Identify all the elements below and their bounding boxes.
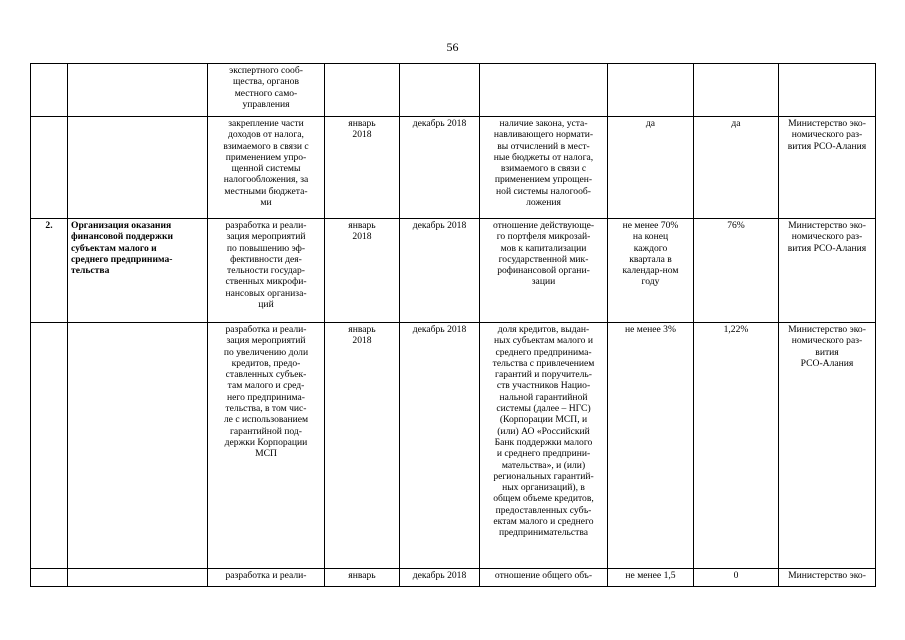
responsible-cell: Министерство эко- [779, 569, 876, 587]
table-row [31, 323, 876, 569]
actual-value-cell: да [694, 117, 779, 219]
end-date-cell [400, 64, 480, 117]
actual-value-cell: 0 [694, 569, 779, 587]
actual-value-cell: 1,22% [694, 323, 779, 569]
target-value-cell: не менее 1,5 [608, 569, 694, 587]
measures-table [30, 63, 876, 587]
target-value-cell [608, 64, 694, 117]
table-row [31, 219, 876, 323]
activity-cell: закрепление части доходов от налога, взимаемого в связи с применением упро- щенной системы налогообложения, за местными бюджета- ми [208, 117, 325, 219]
end-date-cell: декабрь 2018 [400, 117, 480, 219]
actual-value-cell: 76% [694, 219, 779, 323]
page-number: 56 [446, 40, 459, 54]
task-cell: Организация оказания финансовой поддержки субъектам малого и среднего предпринима- тельства [68, 219, 208, 323]
activity-cell: разработка и реали- зация мероприятий по увеличению доли кредитов, предо- ставленных субъек- там малого и сред- него предпринима- тельства, в том чис- ле с использованием гарантийной под- держки Корпорации МСП [208, 323, 325, 569]
indicator-cell [480, 64, 608, 117]
end-date-cell: декабрь 2018 [400, 219, 480, 323]
start-date-cell: январь 2018 [325, 117, 400, 219]
end-date-cell: декабрь 2018 [400, 323, 480, 569]
activity-cell: экспертного сооб- щества, органов местного само- управления [208, 64, 325, 117]
responsible-cell: Министерство эко- номического раз- вития РСО-Алания [779, 323, 876, 569]
target-value-cell: не менее 3% [608, 323, 694, 569]
activity-cell: разработка и реали- зация мероприятий по повышению эф- фективности дея- тельности государ- ственных микрофи- нансовых организа- ций [208, 219, 325, 323]
task-cell [68, 323, 208, 569]
table-row [31, 64, 876, 117]
task-cell [68, 117, 208, 219]
end-date-cell: декабрь 2018 [400, 569, 480, 587]
responsible-cell: Министерство эко- номического раз- вития РСО-Алания [779, 219, 876, 323]
responsible-cell [779, 64, 876, 117]
table-row [31, 117, 876, 219]
start-date-cell [325, 64, 400, 117]
indicator-cell: отношение действующе- го портфеля микрозай- мов к капитализации государственной мик- рофинансовой органи- зации [480, 219, 608, 323]
activity-cell: разработка и реали- [208, 569, 325, 587]
start-date-cell: январь 2018 [325, 219, 400, 323]
responsible-cell: Министерство эко- номического раз- вития РСО-Алания [779, 117, 876, 219]
row-number [31, 117, 68, 219]
row-number: 2. [31, 219, 68, 323]
indicator-cell: доля кредитов, выдан- ных субъектам малого и среднего предпринима- тельства с привлечением гарантий и поручитель- ств участников Нацио- нальной гарантийной системы (далее – НГС) (Корпорации МСП, и (или) АО «Российский Банк поддержки малого и среднего предприни- мательства», и (или) региональных гарантий- ных организаций), в общем объеме кредитов, предоставленных субъ- ектам малого и среднего предпринимательства [480, 323, 608, 569]
start-date-cell: январь 2018 [325, 323, 400, 569]
start-date-cell: январь [325, 569, 400, 587]
task-cell [68, 64, 208, 117]
target-value-cell: да [608, 117, 694, 219]
row-number [31, 323, 68, 569]
row-number [31, 569, 68, 587]
target-value-cell: не менее 70% на конец каждого квартала в календар-ном году [608, 219, 694, 323]
indicator-cell: отношение общего объ- [480, 569, 608, 587]
task-cell [68, 569, 208, 587]
row-number [31, 64, 68, 117]
indicator-cell: наличие закона, уста- навливающего нормати- вы отчислений в мест- ные бюджеты от налога, взимаемого в связи с применением упрощен- ной системы налогооб- ложения [480, 117, 608, 219]
table-row [31, 569, 876, 587]
actual-value-cell [694, 64, 779, 117]
